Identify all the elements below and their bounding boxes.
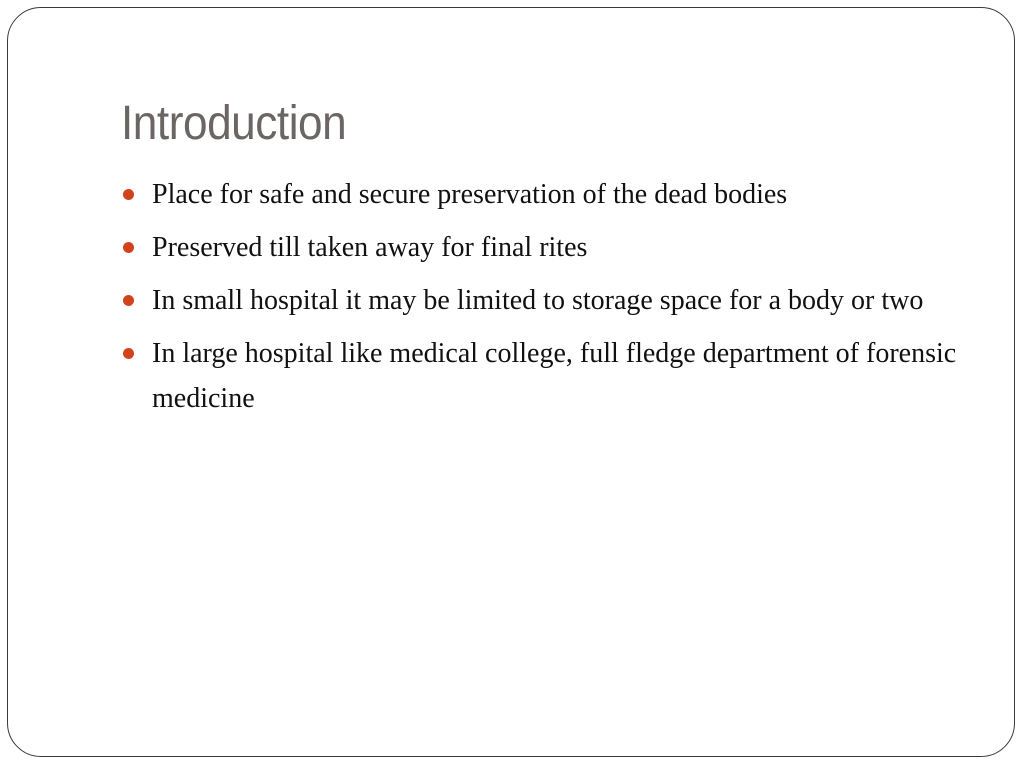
bullet-text: Place for safe and secure preservation of the dead bodies	[152, 179, 788, 210]
bullet-dot-icon	[123, 242, 134, 253]
bullet-item	[123, 278, 983, 323]
bullet-item	[123, 225, 983, 270]
bullet-list	[123, 172, 983, 429]
bullet-text: In small hospital it may be limited to storage space for a body or two	[152, 285, 924, 316]
bullet-text: Preserved till taken away for final rites	[152, 232, 588, 263]
slide	[7, 7, 1015, 757]
bullet-dot-icon	[123, 348, 134, 359]
slide-title: Introduction	[121, 97, 347, 150]
bullet-text: In large hospital like medical college, full fledge department of forensic medicine	[152, 338, 957, 414]
bullet-item	[123, 331, 983, 421]
bullet-dot-icon	[123, 189, 134, 200]
bullet-dot-icon	[123, 295, 134, 306]
bullet-item	[123, 172, 983, 217]
